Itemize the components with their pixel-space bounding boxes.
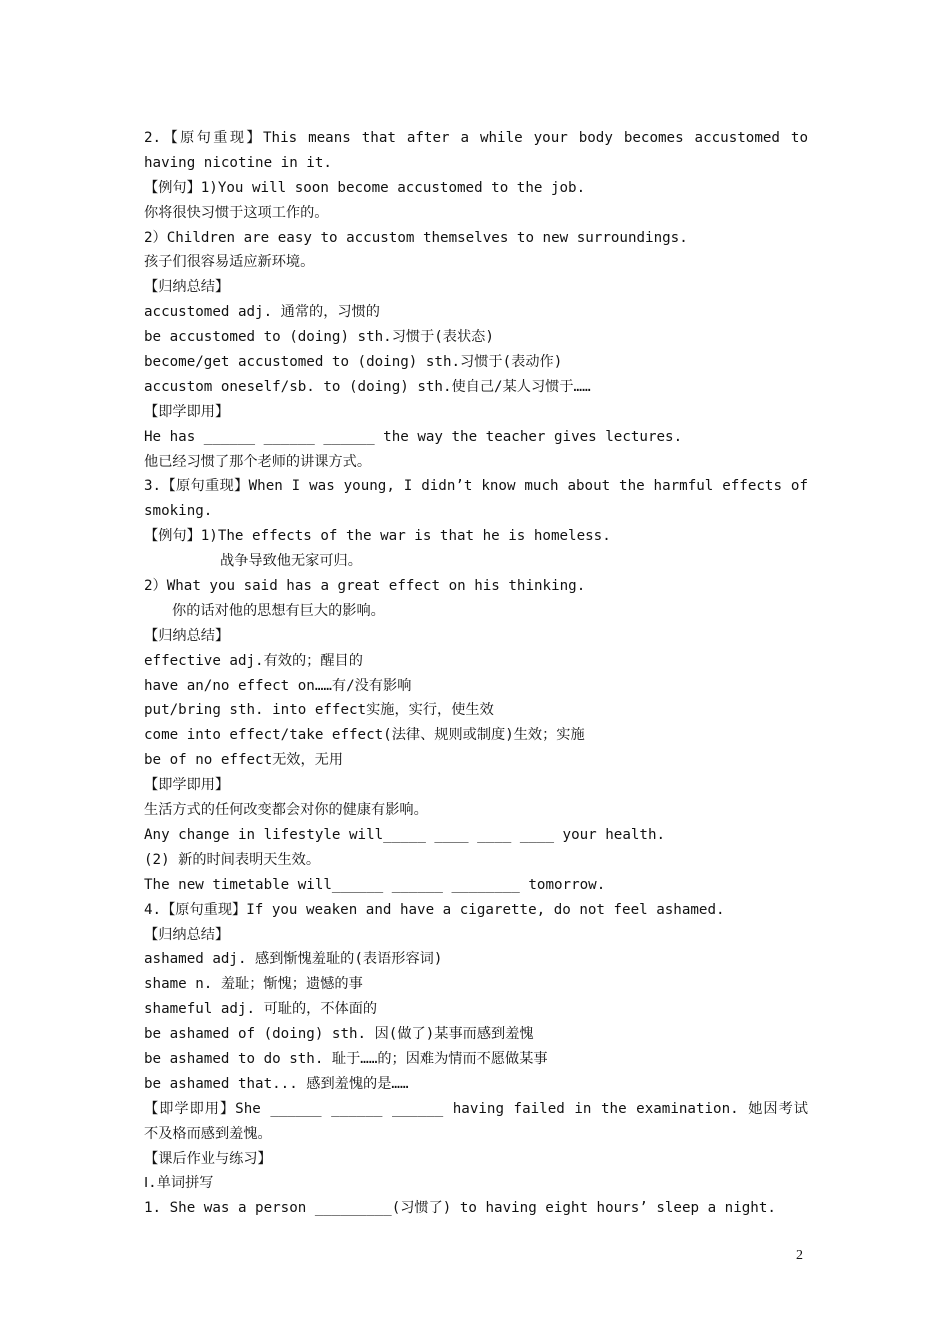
text-line: 2）Children are easy to accustom themselves to new surroundings. (144, 229, 688, 246)
text-line: 不及格而感到羞愧。 (144, 1125, 272, 1142)
text-line: put/bring sth. into effect实施，实行，使生效 (144, 702, 494, 719)
document-body (144, 126, 808, 1221)
text-line: 你的话对他的思想有巨大的影响。 (172, 602, 385, 619)
section-heading: 【即学即用】 (144, 777, 230, 794)
text-line: 4.【原句重现】If you weaken and have a cigarette, do not feel ashamed. (144, 901, 725, 918)
exercise-line: 【即学即用】She ______ ______ ______ having failed in the examination. 她因考试 (144, 1100, 808, 1117)
text-line: come into effect/take effect(法律、规则或制度)生效；实施 (144, 727, 585, 744)
text-line: be ashamed to do sth. 耻于……的；因难为情而不愿做某事 (144, 1050, 548, 1067)
text-line: shame n. 羞耻；惭愧；遗憾的事 (144, 976, 363, 993)
text-line: ashamed adj. 感到惭愧羞耻的(表语形容词) (144, 951, 443, 968)
section-heading: 【即学即用】 (144, 403, 230, 420)
text-line: 你将很快习惯于这项工作的。 (144, 204, 329, 221)
text-line: 他已经习惯了那个老师的讲课方式。 (144, 453, 372, 470)
text-line: be ashamed of (doing) sth. 因(做了)某事而感到羞愧 (144, 1026, 534, 1043)
section-heading: 【归纳总结】 (144, 279, 230, 296)
text-line: smoking. (144, 503, 213, 520)
section-heading: 【课后作业与练习】 (144, 1150, 272, 1167)
text-line: effective adj.有效的；醒目的 (144, 652, 363, 669)
section-heading: 【归纳总结】 (144, 926, 230, 943)
exercise-line: The new timetable will______ ______ ________ tomorrow. (144, 876, 606, 893)
section-heading: 【归纳总结】 (144, 627, 230, 644)
text-line: 2）What you said has a great effect on his thinking. (144, 578, 586, 595)
text-line: be accustomed to (doing) sth.习惯于(表状态) (144, 329, 494, 346)
text-line: accustom oneself/sb. to (doing) sth.使自己/某人习惯于…… (144, 378, 591, 395)
page-number: 2 (796, 1248, 803, 1263)
text-line: having nicotine in it. (144, 154, 332, 171)
text-line: 孩子们很容易适应新环境。 (144, 254, 315, 271)
text-line: 生活方式的任何改变都会对你的健康有影响。 (144, 802, 428, 819)
exercise-line: 1. She was a person _________(习惯了) to having eight hours’ sleep a night. (144, 1200, 776, 1217)
text-line: become/get accustomed to (doing) sth.习惯于(表动作) (144, 354, 563, 371)
exercise-line: Any change in lifestyle will_____ ____ ____ ____ your health. (144, 826, 666, 843)
text-line: be ashamed that... 感到羞愧的是…… (144, 1075, 409, 1092)
text-line: shameful adj. 可耻的，不体面的 (144, 1001, 378, 1018)
text-line: 战争导致他无家可归。 (220, 553, 362, 570)
text-line: (2) 新的时间表明天生效。 (144, 851, 321, 868)
text-line: 【例句】1)The effects of the war is that he is homeless. (144, 528, 611, 545)
text-line: 【例句】1)You will soon become accustomed to the job. (144, 179, 586, 196)
exercise-line: He has ______ ______ ______ the way the teacher gives lectures. (144, 428, 683, 445)
text-line: 3.【原句重现】When I was young, I didn’t know much about the harmful effects of (144, 478, 808, 495)
text-line: have an/no effect on……有/没有影响 (144, 677, 412, 694)
text-line: 2.【原句重现】This means that after a while your body becomes accustomed to (144, 130, 808, 146)
text-line: be of no effect无效，无用 (144, 752, 344, 769)
text-line: Ⅰ.单词拼写 (144, 1175, 214, 1192)
text-line: accustomed adj. 通常的，习惯的 (144, 304, 380, 321)
